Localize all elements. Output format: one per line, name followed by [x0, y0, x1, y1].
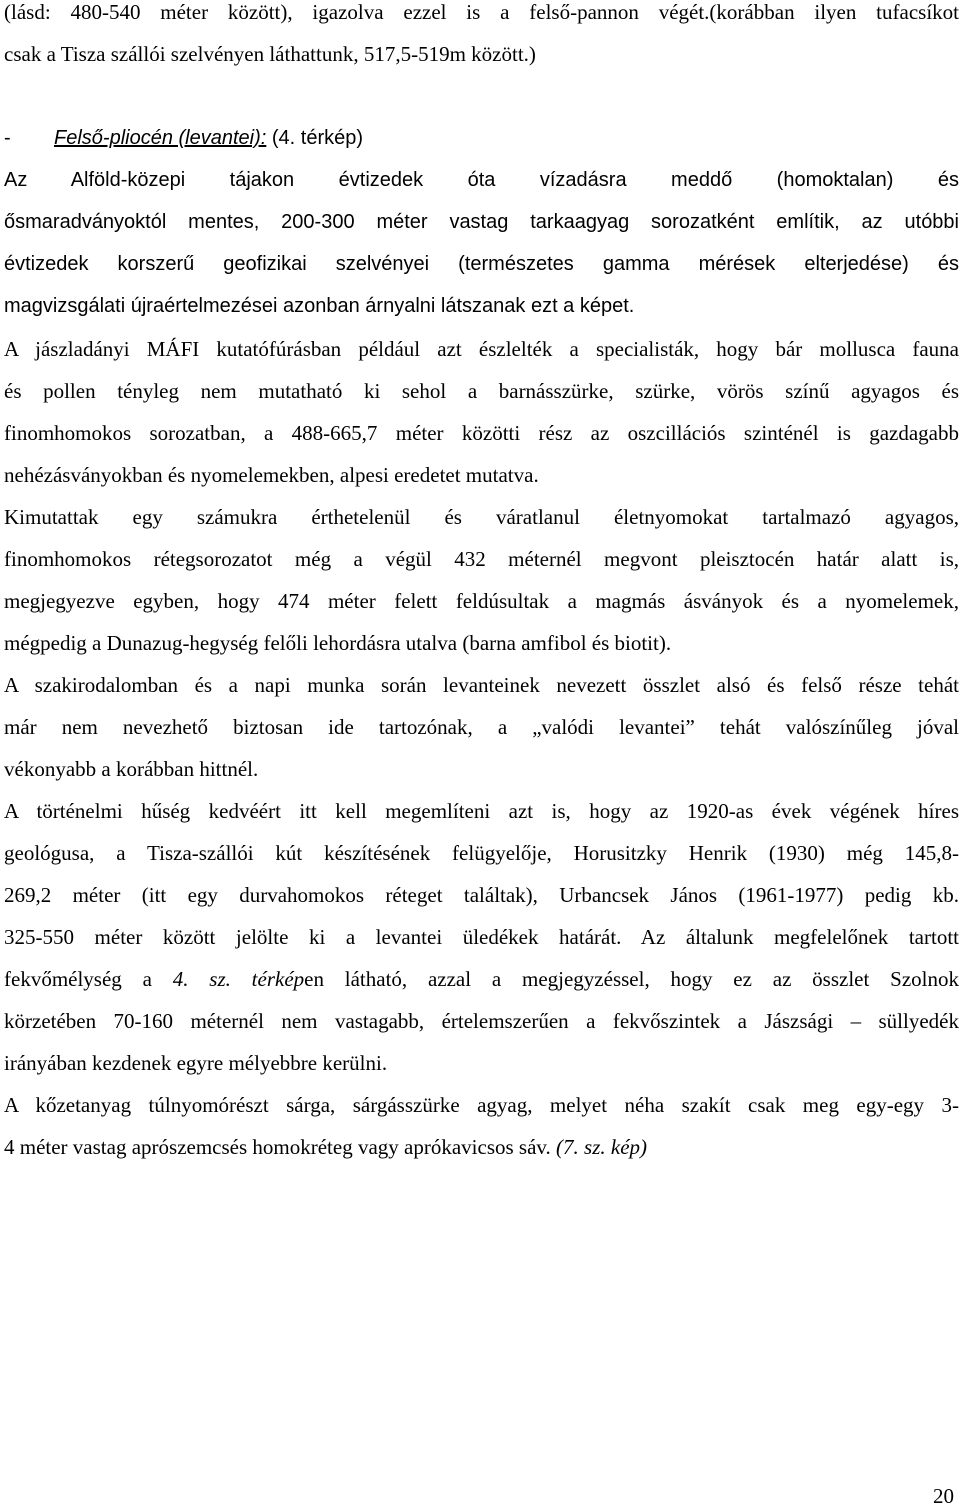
page-number: 20: [933, 1484, 954, 1508]
p3-line-1: Kimutattak egy számukra érthetelenül és váratlanul életnyomokat tartalmazó agyagos,: [4, 505, 959, 529]
p5-line-4: 325-550 méter között jelölte ki a levantei üledékek határát. Az általunk megfelelőnek tartott: [4, 925, 959, 949]
p5-line-5-end: en látható, azzal a megjegyzéssel, hogy ez az összlet Szolnok: [304, 967, 959, 991]
image-reference: (7. sz. kép): [556, 1135, 648, 1159]
p1-line-1: Az Alföld-közepi tájakon évtizedek óta vízadásra meddő (homoktalan) és: [4, 169, 959, 191]
p1-line-2: ősmaradványoktól mentes, 200-300 méter vastag tarkaagyag sorozatként említik, az utóbbi: [4, 211, 959, 233]
p2-line-3: finomhomokos sorozatban, a 488-665,7 méter közötti rész az oszcillációs szinténél is gazdagabb: [4, 421, 959, 445]
section-heading: [4, 127, 363, 150]
p3-line-2: finomhomokos rétegsorozatot még a végül 432 méternél megvont pleisztocén határ alatt is,: [4, 547, 959, 571]
p2-line-1: A jászladányi MÁFI kutatófúrásban például azt észlelték a specialisták, hogy bár mollusca fauna: [4, 337, 959, 361]
p6-line-2: [4, 1135, 647, 1160]
heading-dash: -: [4, 127, 11, 149]
section-title: Felső-pliocén (levantei):: [54, 127, 267, 149]
p5-line-6: körzetében 70-160 méternél nem vastagabb, értelemszerűen a fekvőszintek a Jászsági – süllyedék: [4, 1009, 959, 1033]
p5-line-7: irányában kezdenek egyre mélyebbre kerülni.: [4, 1051, 388, 1075]
p2-line-2: és pollen tényleg nem mutatható ki sehol a barnásszürke, szürke, vörös színű agyagos és: [4, 379, 959, 403]
intro-line-1: (lásd: 480-540 méter között), igazolva ezzel is a felső-pannon végét.(korábban ilyen tufacsíkot: [4, 0, 959, 24]
p6-line-1: A kőzetanyag túlnyomórészt sárga, sárgásszürke agyag, melyet néha szakít csak meg egy-egy 3-: [4, 1093, 959, 1117]
p3-line-3: megjegyezve egyben, hogy 474 méter felett feldúsultak a magmás ásványok és a nyomelemek,: [4, 589, 959, 613]
p4-line-1: A szakirodalomban és a napi munka során levanteinek nevezett összlet alsó és felső része tehát: [4, 673, 959, 697]
p2-line-4: nehézásványokban és nyomelemekben, alpesi eredetet mutatva.: [4, 463, 539, 487]
map-reference: 4. sz. térkép: [172, 967, 305, 991]
p1-line-3: évtizedek korszerű geofizikai szelvényei (természetes gamma mérések elterjedése) és: [4, 253, 959, 275]
intro-line-2: csak a Tisza szállói szelvényen láthattunk, 517,5-519m között.): [4, 42, 536, 66]
p3-line-4: mégpedig a Dunazug-hegység felőli lehordásra utalva (barna amfibol és biotit).: [4, 631, 672, 655]
section-map-ref: (4. térkép): [266, 127, 364, 149]
p5-line-1: A történelmi hűség kedvéért itt kell megemlíteni azt is, hogy az 1920-as évek végének híres: [4, 799, 959, 823]
p4-line-2: már nem nevezhető biztosan ide tartozónak, a „valódi levantei” tehát valószínűleg jóval: [4, 715, 959, 739]
p5-line-2: geológusa, a Tisza-szállói kút készítésének felügyelője, Horusitzky Henrik (1930) még 145,8-: [4, 841, 959, 865]
p5-line-5: [4, 967, 959, 992]
p6-line-2-text: 4 méter vastag aprószemcsés homokréteg vagy aprókavicsos sáv.: [4, 1135, 557, 1159]
p1-line-4: magvizsgálati újraértelmezései azonban árnyalni látszanak ezt a képet.: [4, 295, 635, 317]
p5-line-3: 269,2 méter (itt egy durvahomokos réteget találtak), Urbancsek János (1961-1977) pedig kb.: [4, 883, 959, 907]
p5-line-5-start: fekvőmélység a: [4, 967, 173, 991]
p4-line-3: vékonyabb a korábban hittnél.: [4, 757, 259, 781]
